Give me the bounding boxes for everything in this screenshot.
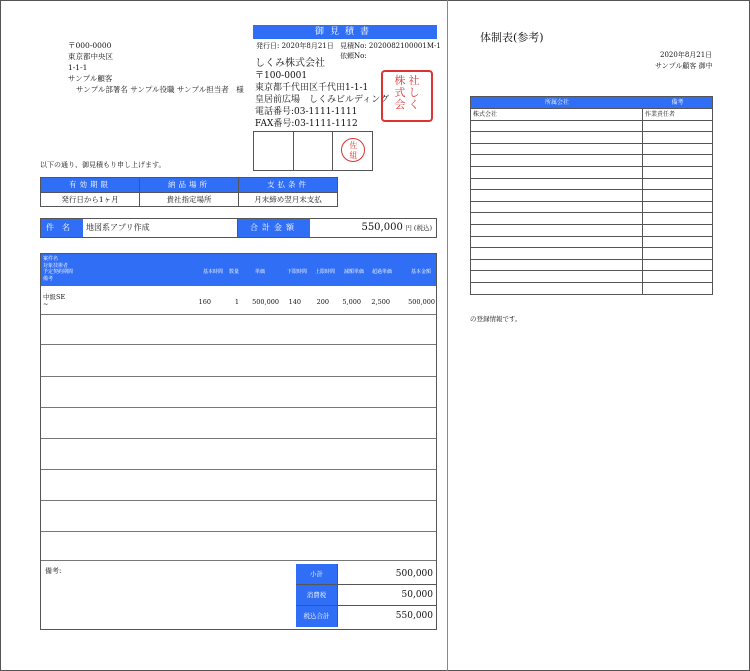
structure-company <box>471 283 643 294</box>
issuer-building: 皇居前広場 しくみビルディング <box>255 95 390 105</box>
col-excess-price: 超過単価 <box>371 269 392 275</box>
structure-company: 株式会社 <box>471 109 643 120</box>
total-amount <box>310 219 436 237</box>
total-label: 合計金額 <box>238 219 310 237</box>
row-divider <box>41 314 436 315</box>
personal-seal: 佐 組 <box>341 138 365 162</box>
structure-title: 体制表(参考) <box>480 31 544 44</box>
detail-header-engineer: 対象技術者 <box>43 262 69 269</box>
stamp-box <box>333 132 372 170</box>
structure-note: の登録情報です。 <box>470 315 522 323</box>
issuer-tel: 電話番号:03-1111-1111 <box>255 107 358 117</box>
condition-payment: 月末締め翌月末支払 <box>254 195 322 204</box>
detail-header-period: 予定契約期間 <box>43 269 74 275</box>
structure-row-note <box>643 283 712 294</box>
structure-row-note <box>643 260 712 271</box>
structure-row <box>471 224 712 236</box>
stamp-box <box>254 132 294 170</box>
estimate-number: 見積No: 2020082100001M-1 <box>340 42 441 50</box>
intro-text: 以下の通り、御見積もり申し上げます。 <box>40 161 166 169</box>
item-reduction-price: 5,000 <box>342 298 361 306</box>
structure-company <box>471 144 643 155</box>
grand-total-label: 税込合計 <box>296 606 337 627</box>
structure-row-note <box>643 144 712 155</box>
structure-row <box>471 282 712 294</box>
row-divider <box>41 438 436 439</box>
structure-row <box>471 270 712 282</box>
subject-row <box>40 218 437 238</box>
approval-stamp-boxes <box>253 131 373 171</box>
structure-company <box>471 237 643 248</box>
recipient-person: サンプル部署名 サンプル役職 サンプル担当者 様 <box>76 85 244 94</box>
document-title: 御見積書 <box>253 25 437 39</box>
issuer-address: 東京都千代田区千代田1-1-1 <box>255 83 369 93</box>
structure-row-note: 作業責任者 <box>645 111 676 118</box>
structure-company <box>471 167 643 178</box>
company-seal: 株 式 会 社 し く <box>381 70 433 122</box>
issuer-postal: 〒100-0001 <box>255 71 308 81</box>
item-excess-price: 2,500 <box>371 298 390 306</box>
structure-row <box>471 154 712 166</box>
structure-row-note <box>643 179 712 190</box>
subtotal-value: 500,000 <box>337 564 437 584</box>
item-sub: ~ <box>43 300 49 308</box>
item-name: 中級SE <box>43 293 66 301</box>
structure-table-header <box>471 97 712 108</box>
structure-company <box>471 190 643 201</box>
structure-row-note <box>643 213 712 224</box>
summary-tax <box>296 585 437 606</box>
structure-row-note <box>643 167 712 178</box>
structure-row-note <box>643 248 712 259</box>
structure-company <box>471 271 643 282</box>
structure-row-note <box>643 155 712 166</box>
structure-company <box>471 132 643 143</box>
structure-row <box>471 236 712 248</box>
col-basic-hours: 基本時間 <box>202 269 223 275</box>
condition-delivery: 貴社指定場所 <box>140 193 239 206</box>
structure-row <box>471 201 712 213</box>
item-basic-hours: 160 <box>198 298 211 306</box>
conditions-table <box>40 177 338 207</box>
detail-row <box>41 286 436 313</box>
structure-row-note <box>643 202 712 213</box>
row-divider <box>41 407 436 408</box>
structure-row <box>471 131 712 143</box>
structure-company <box>471 248 643 259</box>
grand-total-value: 550,000 <box>337 606 437 627</box>
condition-header-validity: 有効期限 <box>41 178 140 192</box>
tax-value: 50,000 <box>337 585 437 605</box>
summary-total <box>296 606 437 627</box>
remarks-label: 備考: <box>45 567 62 575</box>
structure-company <box>471 179 643 190</box>
recipient-address: 東京都中央区 <box>68 52 113 61</box>
item-quantity: 1 <box>234 298 239 306</box>
structure-company <box>471 225 643 236</box>
col-basic-amount: 基本金額 <box>410 269 431 275</box>
structure-row-note <box>643 237 712 248</box>
structure-row <box>471 143 712 155</box>
detail-header <box>41 254 436 286</box>
structure-row-note <box>643 271 712 282</box>
structure-company <box>471 260 643 271</box>
row-divider <box>41 500 436 501</box>
total-value: 550,000 <box>361 222 403 233</box>
structure-row <box>471 178 712 190</box>
col-quantity: 数量 <box>228 269 239 275</box>
condition-validity: 発行日から1ヶ月 <box>41 193 140 206</box>
header-note: 備考 <box>671 99 684 106</box>
col-reduction-price: 減額単価 <box>343 269 364 275</box>
recipient-block <box>68 40 244 95</box>
col-unit-price: 単価 <box>254 269 265 275</box>
header-company: 所属会社 <box>544 99 569 106</box>
structure-company <box>471 213 643 224</box>
detail-header-remarks: 備考 <box>43 275 54 282</box>
condition-header-delivery: 納品場所 <box>140 178 239 192</box>
structure-company <box>471 202 643 213</box>
subject-label: 件名 <box>41 219 83 237</box>
subtotal-label: 小計 <box>296 564 337 584</box>
structure-row <box>471 259 712 271</box>
col-upper-hours: 上限時間 <box>314 269 335 275</box>
item-unit-price: 500,000 <box>252 298 279 306</box>
structure-row <box>471 166 712 178</box>
structure-row-note <box>643 121 712 132</box>
structure-table <box>470 96 713 295</box>
total-unit: 円 (税込) <box>405 224 432 232</box>
structure-row-note <box>643 190 712 201</box>
detail-header-project: 案件名 <box>43 256 59 262</box>
structure-row <box>471 212 712 224</box>
item-basic-amount: 500,000 <box>408 298 435 306</box>
detail-table <box>40 253 437 630</box>
issuer-fax: FAX番号:03-1111-1112 <box>255 119 358 129</box>
structure-client: サンプル顧客 御中 <box>655 62 713 70</box>
structure-row-note <box>643 225 712 236</box>
item-lower-hours: 140 <box>288 298 301 306</box>
subject-value: 地図系アプリ作成 <box>83 219 238 237</box>
recipient-address-line2: 1-1-1 <box>68 63 88 72</box>
structure-company <box>471 121 643 132</box>
structure-row <box>471 247 712 259</box>
item-upper-hours: 200 <box>316 298 329 306</box>
row-divider <box>41 469 436 470</box>
page-divider <box>447 0 448 671</box>
col-lower-hours: 下限時間 <box>286 269 307 275</box>
structure-row <box>471 108 712 120</box>
condition-header-payment: 支払条件 <box>239 178 337 192</box>
request-number: 依頼No: <box>340 52 367 60</box>
recipient-postal: 〒000-0000 <box>68 41 112 50</box>
row-divider <box>41 531 436 532</box>
structure-row <box>471 189 712 201</box>
stamp-box <box>294 132 334 170</box>
tax-label: 消費税 <box>296 585 337 605</box>
recipient-client: サンプル顧客 <box>68 74 113 83</box>
row-divider <box>41 560 436 561</box>
structure-row <box>471 120 712 132</box>
summary-table <box>296 564 437 627</box>
structure-row-note <box>643 132 712 143</box>
issuer-name: しくみ株式会社 <box>255 58 325 69</box>
row-divider <box>41 344 436 345</box>
issue-date: 発行日: 2020年8月21日 <box>256 42 334 50</box>
structure-company <box>471 155 643 166</box>
issuer-block <box>255 58 389 130</box>
structure-date: 2020年8月21日 <box>660 51 713 59</box>
summary-subtotal <box>296 564 437 585</box>
row-divider <box>41 376 436 377</box>
